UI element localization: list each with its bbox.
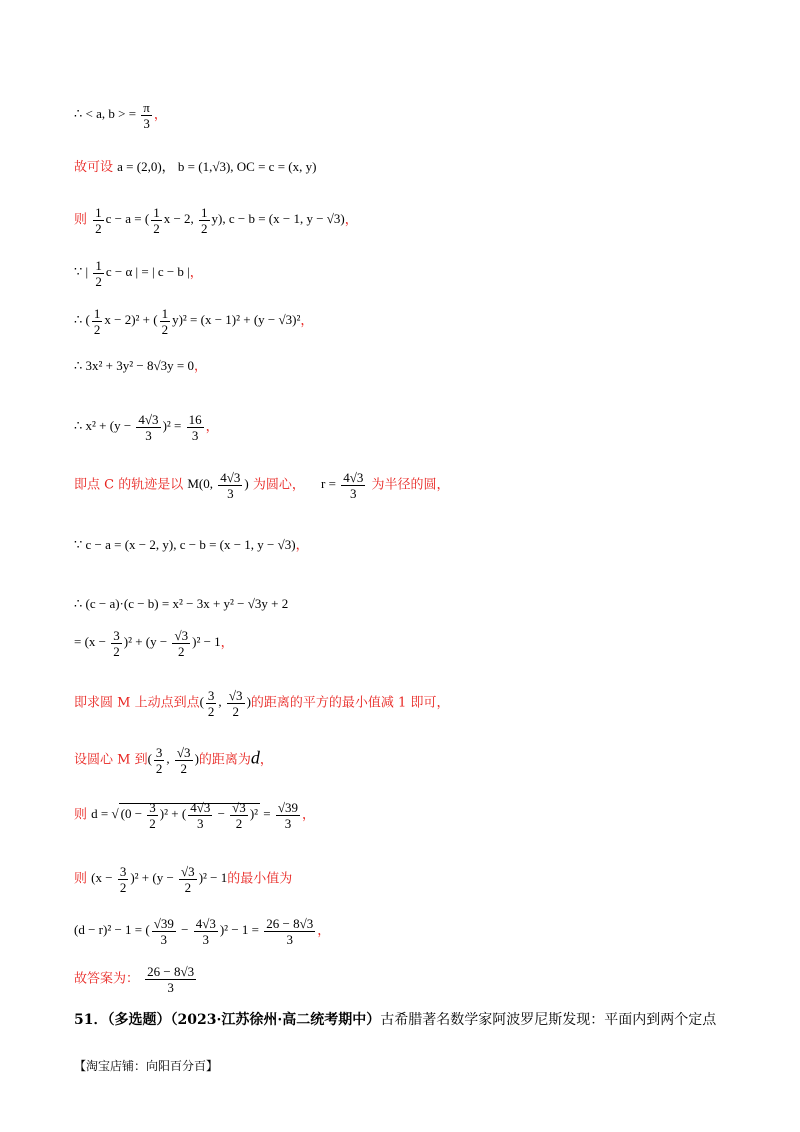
- punct: ，: [189, 265, 203, 281]
- math-expr: ∴ ( $\frac{1}{2}$ x − 2)² + ( $\frac{1}{2}$ y)² = (x − 1)² + (y − √3)²: [74, 306, 301, 337]
- text-lead: 则: [74, 807, 88, 823]
- math-expr: ( $\frac{3}{2}$ , $\frac{√3}{2}$ ): [147, 745, 199, 776]
- text-lead: 则: [74, 212, 88, 228]
- solution-line-14: [74, 800, 315, 831]
- solution-line-15: [74, 864, 292, 895]
- math-expr: ∴ x² + (y − $\frac{4√3}{3}$ )² = $\frac{16}{3}$: [74, 412, 202, 443]
- punct: ，: [205, 419, 219, 435]
- punct: ，: [295, 538, 309, 553]
- solution-line-7: [74, 412, 219, 443]
- math-expr: a = (2,0)， b = (1,√3), OC = c = (x, y): [117, 159, 317, 174]
- solution-line-5: [74, 306, 313, 337]
- solution-line-9: [74, 536, 309, 555]
- question-text: 古希腊著名数学家阿波罗尼斯发现：平面内到两个定点: [380, 1012, 717, 1028]
- text-mid: 为圆心，: [252, 477, 305, 493]
- punct: ，: [317, 923, 331, 939]
- solution-line-2: [74, 158, 316, 177]
- solution-line-12: [74, 688, 449, 719]
- math-expr: $\frac{1}{2}$ c − a = ( $\frac{1}{2}$ x − 2, $\frac{1}{2}$ y), c − b = (x − 1, y − √3): [95, 205, 345, 236]
- punct: ，: [300, 313, 314, 329]
- solution-line-11: [74, 628, 234, 659]
- math-expr: ∵ | $\frac{1}{2}$ c − α | = | c − b |: [74, 258, 190, 289]
- math-expr: ( $\frac{3}{2}$ , $\frac{√3}{2}$ ): [199, 688, 251, 719]
- solution-line-1: [74, 100, 167, 131]
- punct: ，: [220, 635, 234, 651]
- math-expr: = (x − $\frac{3}{2}$ )² + (y − $\frac{√3}{2}$ )² − 1: [74, 628, 221, 659]
- punct: ，: [153, 107, 167, 123]
- question-type-tag: （多选题）: [107, 1012, 171, 1028]
- question-number: 51．: [74, 1012, 108, 1028]
- punct: ，: [344, 212, 358, 228]
- math-expr: ∴ 3x² + 3y² − 8√3y = 0: [74, 358, 194, 373]
- math-expr: ∵ c − a = (x − 2, y), c − b = (x − 1, y − √3): [74, 537, 296, 552]
- question-51: [74, 1009, 716, 1029]
- question-source-tag: （2023·江苏徐州·高二统考期中）: [170, 1012, 381, 1028]
- text-mid: 的距离为: [198, 752, 251, 768]
- text-lead: 则: [74, 871, 88, 887]
- solution-line-16: [74, 916, 330, 947]
- solution-line-8: [74, 470, 450, 501]
- solution-line-3: [74, 205, 358, 236]
- text-lead: 设圆心 M 到: [74, 752, 148, 768]
- math-expr: (x − $\frac{3}{2}$ )² + (y − $\frac{√3}{2}$ )² − 1: [91, 864, 228, 895]
- text-tail: 的最小值为: [227, 871, 293, 887]
- math-expr: M(0, $\frac{4√3}{3}$ ): [187, 470, 249, 501]
- math-expr: $\frac{26 - 8√3}{3}$: [147, 964, 195, 995]
- solution-line-13: [74, 745, 273, 776]
- text-lead: 故答案为：: [74, 971, 140, 987]
- solution-line-17: [74, 964, 198, 995]
- math-expr: (d − r)² − 1 = ( $\frac{√39}{3}$ − $\frac{4√3}{3}$ )² − 1 = $\frac{26 - 8√3}{3}$: [74, 916, 314, 947]
- page-footer: 【淘宝店铺：向阳百分百】: [74, 1059, 219, 1073]
- text-lead: 故可设: [74, 160, 114, 175]
- math-expr: ∴ (c − a)·(c − b) = x² − 3x + y² − √3y + 2: [74, 596, 289, 611]
- math-expr-2: r = $\frac{4√3}{3}$: [321, 470, 364, 501]
- text-tail: 为半径的圆，: [371, 477, 450, 493]
- solution-line-6: [74, 357, 207, 376]
- punct: ，: [259, 752, 273, 768]
- text-lead: 即点 C 的轨迹是以: [74, 477, 184, 493]
- punct: ，: [193, 359, 207, 374]
- math-expr-2: d: [250, 747, 260, 768]
- punct: ，: [302, 807, 316, 823]
- solution-line-10: [74, 595, 288, 614]
- solution-line-4: [74, 258, 203, 289]
- text-tail: 的距离的平方的最小值减 1 即可，: [250, 695, 450, 711]
- math-expr: ∴ < a, b > = $\frac{\pi}{3}$: [74, 100, 150, 131]
- text-lead: 即求圆 M 上动点到点: [74, 695, 200, 711]
- math-expr: d = √ (0 − $\frac{3}{2}$ )² + ( $\frac{4√3}{3}$ − $\frac{√3}{2}$ )² = $\frac{√39}{3}$: [91, 800, 299, 831]
